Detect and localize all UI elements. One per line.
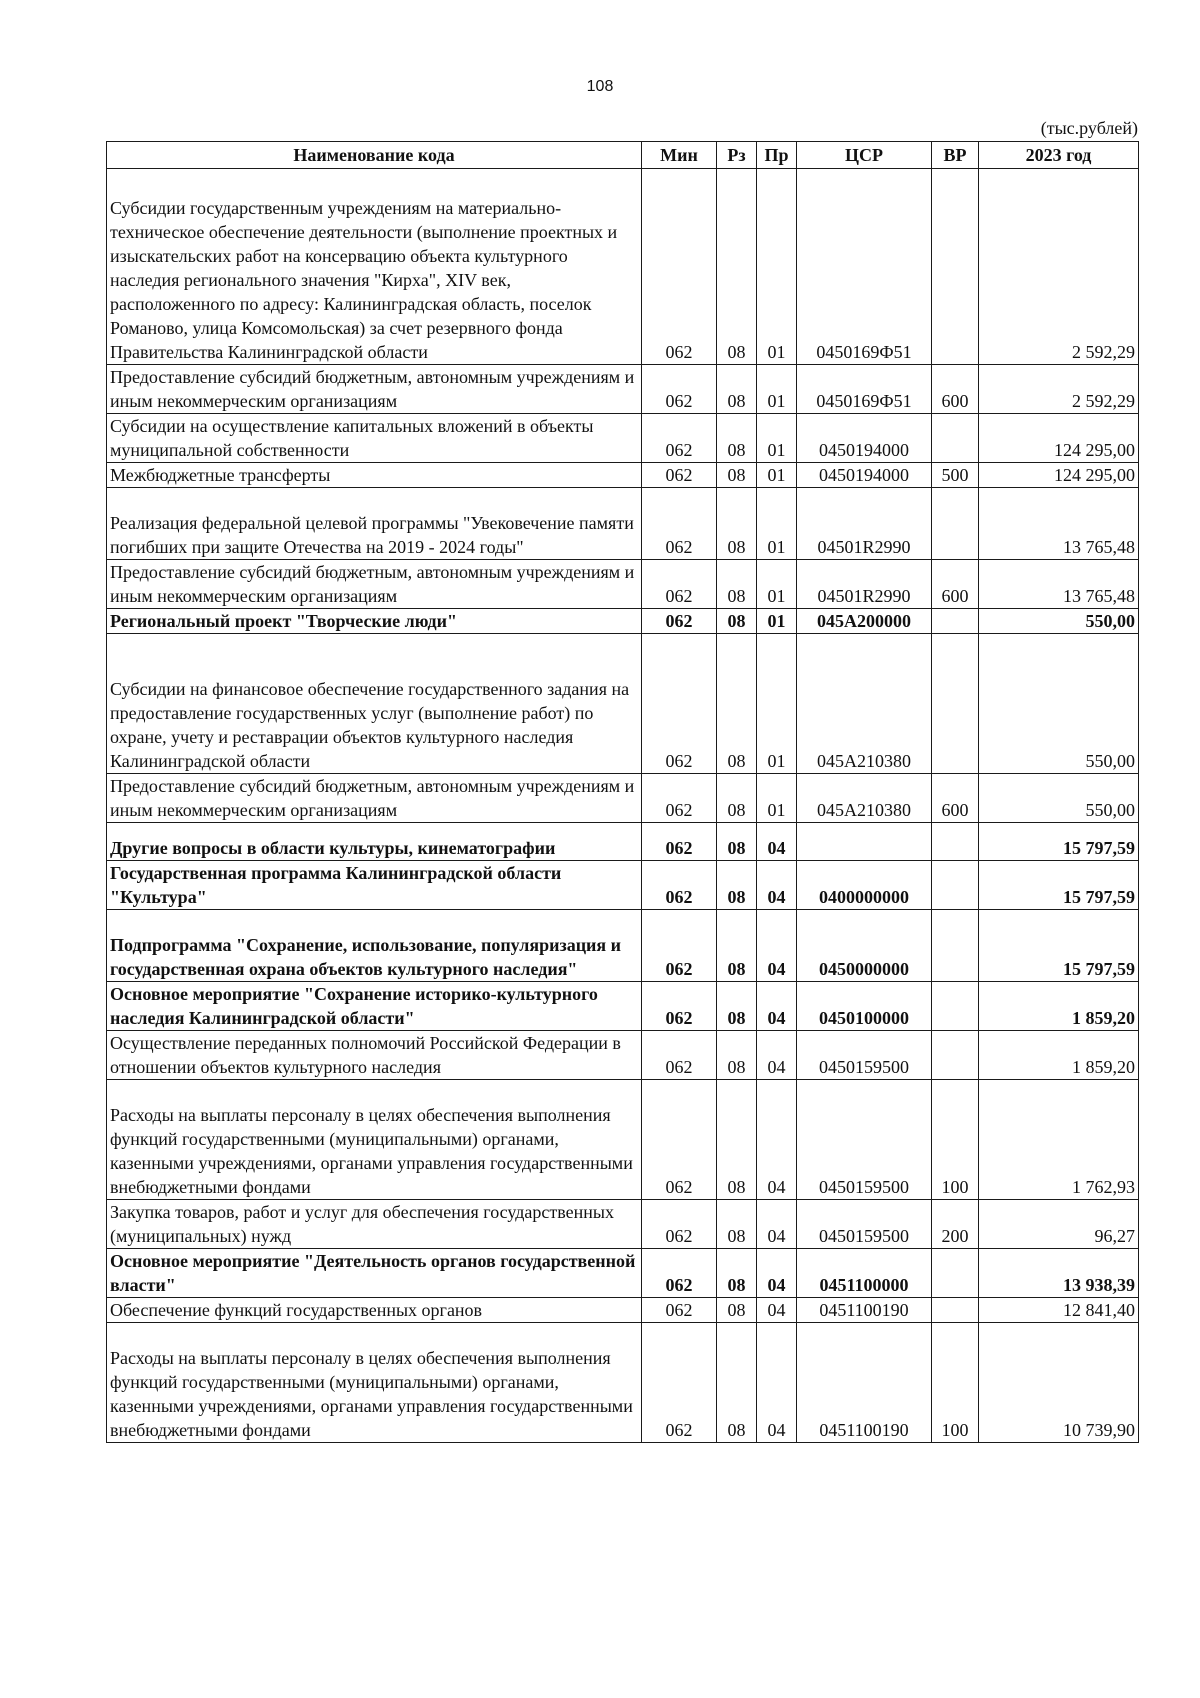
row-min: 062 [642, 560, 717, 609]
row-name: Закупка товаров, работ и услуг для обеспечения государственных (муниципальных) нужд [107, 1200, 642, 1249]
row-rz: 08 [717, 488, 757, 560]
row-amount: 15 797,59 [979, 861, 1139, 910]
row-vr [932, 488, 979, 560]
row-pr: 04 [757, 1031, 797, 1080]
table-row [107, 609, 1139, 634]
row-vr [932, 982, 979, 1031]
row-name: Межбюджетные трансферты [107, 463, 642, 488]
row-amount: 12 841,40 [979, 1298, 1139, 1323]
table-row [107, 365, 1139, 414]
row-min: 062 [642, 365, 717, 414]
row-amount: 550,00 [979, 609, 1139, 634]
row-name: Предоставление субсидий бюджетным, автономным учреждениям и иным некоммерческим организациям [107, 774, 642, 823]
row-amount: 124 295,00 [979, 463, 1139, 488]
table-row [107, 634, 1139, 774]
row-pr: 01 [757, 774, 797, 823]
row-pr: 04 [757, 910, 797, 982]
table-row [107, 1200, 1139, 1249]
table-row [107, 861, 1139, 910]
row-pr: 01 [757, 488, 797, 560]
row-vr: 100 [932, 1323, 979, 1443]
table-row [107, 488, 1139, 560]
row-min: 062 [642, 823, 717, 861]
row-csr: 0450159500 [797, 1200, 932, 1249]
row-pr: 01 [757, 414, 797, 463]
row-amount: 1 859,20 [979, 982, 1139, 1031]
header-min: Мин [642, 142, 717, 169]
row-amount: 2 592,29 [979, 169, 1139, 365]
row-amount: 15 797,59 [979, 823, 1139, 861]
row-amount: 13 938,39 [979, 1249, 1139, 1298]
row-name: Предоставление субсидий бюджетным, автономным учреждениям и иным некоммерческим организациям [107, 560, 642, 609]
row-amount: 550,00 [979, 774, 1139, 823]
row-rz: 08 [717, 1200, 757, 1249]
row-rz: 08 [717, 1298, 757, 1323]
row-min: 062 [642, 634, 717, 774]
row-pr: 01 [757, 560, 797, 609]
row-vr: 600 [932, 365, 979, 414]
row-csr: 045A210380 [797, 774, 932, 823]
row-rz: 08 [717, 910, 757, 982]
row-name: Государственная программа Калининградской области "Культура" [107, 861, 642, 910]
row-csr: 0450169Ф51 [797, 169, 932, 365]
row-vr: 600 [932, 774, 979, 823]
table-row [107, 169, 1139, 365]
row-min: 062 [642, 1031, 717, 1080]
row-csr: 0450159500 [797, 1080, 932, 1200]
row-csr: 0451100190 [797, 1298, 932, 1323]
row-amount: 1 859,20 [979, 1031, 1139, 1080]
row-amount: 550,00 [979, 634, 1139, 774]
row-vr: 500 [932, 463, 979, 488]
table-row [107, 982, 1139, 1031]
row-rz: 08 [717, 634, 757, 774]
table-row [107, 823, 1139, 861]
row-min: 062 [642, 488, 717, 560]
table-row [107, 463, 1139, 488]
row-pr: 01 [757, 609, 797, 634]
row-name: Реализация федеральной целевой программы "Увековечение памяти погибших при защите Отечества на 2019 - 2024 годы" [107, 488, 642, 560]
row-pr: 04 [757, 823, 797, 861]
row-rz: 08 [717, 774, 757, 823]
row-vr [932, 823, 979, 861]
row-csr: 0450194000 [797, 463, 932, 488]
row-name: Региональный проект "Творческие люди" [107, 609, 642, 634]
row-pr: 04 [757, 1080, 797, 1200]
table-row [107, 1298, 1139, 1323]
row-min: 062 [642, 1200, 717, 1249]
row-min: 062 [642, 1323, 717, 1443]
row-min: 062 [642, 414, 717, 463]
page-number: 108 [586, 78, 614, 95]
row-vr [932, 414, 979, 463]
row-name: Подпрограмма "Сохранение, использование, популяризация и государственная охрана объектов культурного наследия" [107, 910, 642, 982]
row-min: 062 [642, 1249, 717, 1298]
row-amount: 15 797,59 [979, 910, 1139, 982]
row-vr: 200 [932, 1200, 979, 1249]
row-name: Расходы на выплаты персоналу в целях обеспечения выполнения функций государственными (муниципальными) органами, казенными учреждениями, органами управления государственными внебюджетными фондами [107, 1080, 642, 1200]
row-name: Предоставление субсидий бюджетным, автономным учреждениям и иным некоммерческим организациям [107, 365, 642, 414]
table-row [107, 1323, 1139, 1443]
row-amount: 13 765,48 [979, 488, 1139, 560]
row-csr: 045A200000 [797, 609, 932, 634]
row-name: Другие вопросы в области культуры, кинематографии [107, 823, 642, 861]
table-row [107, 774, 1139, 823]
row-csr: 0451100000 [797, 1249, 932, 1298]
row-rz: 08 [717, 463, 757, 488]
row-vr: 600 [932, 560, 979, 609]
row-pr: 01 [757, 169, 797, 365]
row-name: Расходы на выплаты персоналу в целях обеспечения выполнения функций государственными (муниципальными) органами, казенными учреждениями, органами управления государственными внебюджетными фондами [107, 1323, 642, 1443]
row-csr: 0450194000 [797, 414, 932, 463]
row-rz: 08 [717, 1323, 757, 1443]
row-rz: 08 [717, 1249, 757, 1298]
table-row [107, 414, 1139, 463]
row-csr: 0450159500 [797, 1031, 932, 1080]
row-vr [932, 634, 979, 774]
row-pr: 04 [757, 982, 797, 1031]
header-name: Наименование кода [107, 142, 642, 169]
row-pr: 01 [757, 634, 797, 774]
row-csr: 0400000000 [797, 861, 932, 910]
row-rz: 08 [717, 365, 757, 414]
row-min: 062 [642, 774, 717, 823]
row-csr [797, 823, 932, 861]
row-min: 062 [642, 861, 717, 910]
row-amount: 124 295,00 [979, 414, 1139, 463]
row-min: 062 [642, 910, 717, 982]
row-vr [932, 1031, 979, 1080]
row-vr [932, 910, 979, 982]
row-csr: 045A210380 [797, 634, 932, 774]
row-csr: 0450000000 [797, 910, 932, 982]
row-name: Основное мероприятие "Деятельность органов государственной власти" [107, 1249, 642, 1298]
row-name: Обеспечение функций государственных органов [107, 1298, 642, 1323]
row-vr [932, 1298, 979, 1323]
row-pr: 01 [757, 365, 797, 414]
header-pr: Пр [757, 142, 797, 169]
row-pr: 04 [757, 1298, 797, 1323]
row-rz: 08 [717, 982, 757, 1031]
units-label: (тыс.рублей) [1040, 118, 1138, 138]
row-min: 062 [642, 1080, 717, 1200]
row-min: 062 [642, 609, 717, 634]
row-pr: 04 [757, 1200, 797, 1249]
row-min: 062 [642, 169, 717, 365]
row-rz: 08 [717, 1080, 757, 1200]
row-min: 062 [642, 463, 717, 488]
row-rz: 08 [717, 609, 757, 634]
row-csr: 04501R2990 [797, 488, 932, 560]
row-csr: 0450100000 [797, 982, 932, 1031]
table-row [107, 910, 1139, 982]
header-vr: ВР [932, 142, 979, 169]
row-name: Субсидии государственным учреждениям на материально-техническое обеспечение деятельности (выполнение проектных и изыскательских работ на консервацию объекта культурного наследия регионального значения "Кирха", XIV век, расположенного по адресу: Калининградская область, поселок Романово, улица Комсомольская) за счет резервного фонда Правительства Калининградской области [107, 169, 642, 365]
row-vr [932, 169, 979, 365]
row-csr: 0450169Ф51 [797, 365, 932, 414]
row-vr: 100 [932, 1080, 979, 1200]
row-csr: 04501R2990 [797, 560, 932, 609]
row-min: 062 [642, 1298, 717, 1323]
row-amount: 10 739,90 [979, 1323, 1139, 1443]
table-row [107, 1080, 1139, 1200]
row-pr: 01 [757, 463, 797, 488]
row-amount: 1 762,93 [979, 1080, 1139, 1200]
row-csr: 0451100190 [797, 1323, 932, 1443]
row-vr [932, 1249, 979, 1298]
budget-table [106, 141, 1139, 1443]
row-pr: 04 [757, 1249, 797, 1298]
table-row [107, 1249, 1139, 1298]
row-pr: 04 [757, 861, 797, 910]
row-rz: 08 [717, 823, 757, 861]
row-amount: 2 592,29 [979, 365, 1139, 414]
row-name: Субсидии на осуществление капитальных вложений в объекты муниципальной собственности [107, 414, 642, 463]
table-row [107, 560, 1139, 609]
row-amount: 13 765,48 [979, 560, 1139, 609]
header-csr: ЦСР [797, 142, 932, 169]
row-rz: 08 [717, 414, 757, 463]
row-min: 062 [642, 982, 717, 1031]
row-rz: 08 [717, 169, 757, 365]
row-name: Субсидии на финансовое обеспечение государственного задания на предоставление государственных услуг (выполнение работ) по охране, учету и реставрации объектов культурного наследия Калининградской области [107, 634, 642, 774]
row-rz: 08 [717, 560, 757, 609]
row-rz: 08 [717, 861, 757, 910]
row-vr [932, 609, 979, 634]
row-name: Основное мероприятие "Сохранение историко-культурного наследия Калининградской области" [107, 982, 642, 1031]
row-vr [932, 861, 979, 910]
table-header-row [107, 142, 1139, 169]
row-amount: 96,27 [979, 1200, 1139, 1249]
header-rz: Рз [717, 142, 757, 169]
row-rz: 08 [717, 1031, 757, 1080]
row-pr: 04 [757, 1323, 797, 1443]
header-year: 2023 год [979, 142, 1139, 169]
row-name: Осуществление переданных полномочий Российской Федерации в отношении объектов культурного наследия [107, 1031, 642, 1080]
table-row [107, 1031, 1139, 1080]
